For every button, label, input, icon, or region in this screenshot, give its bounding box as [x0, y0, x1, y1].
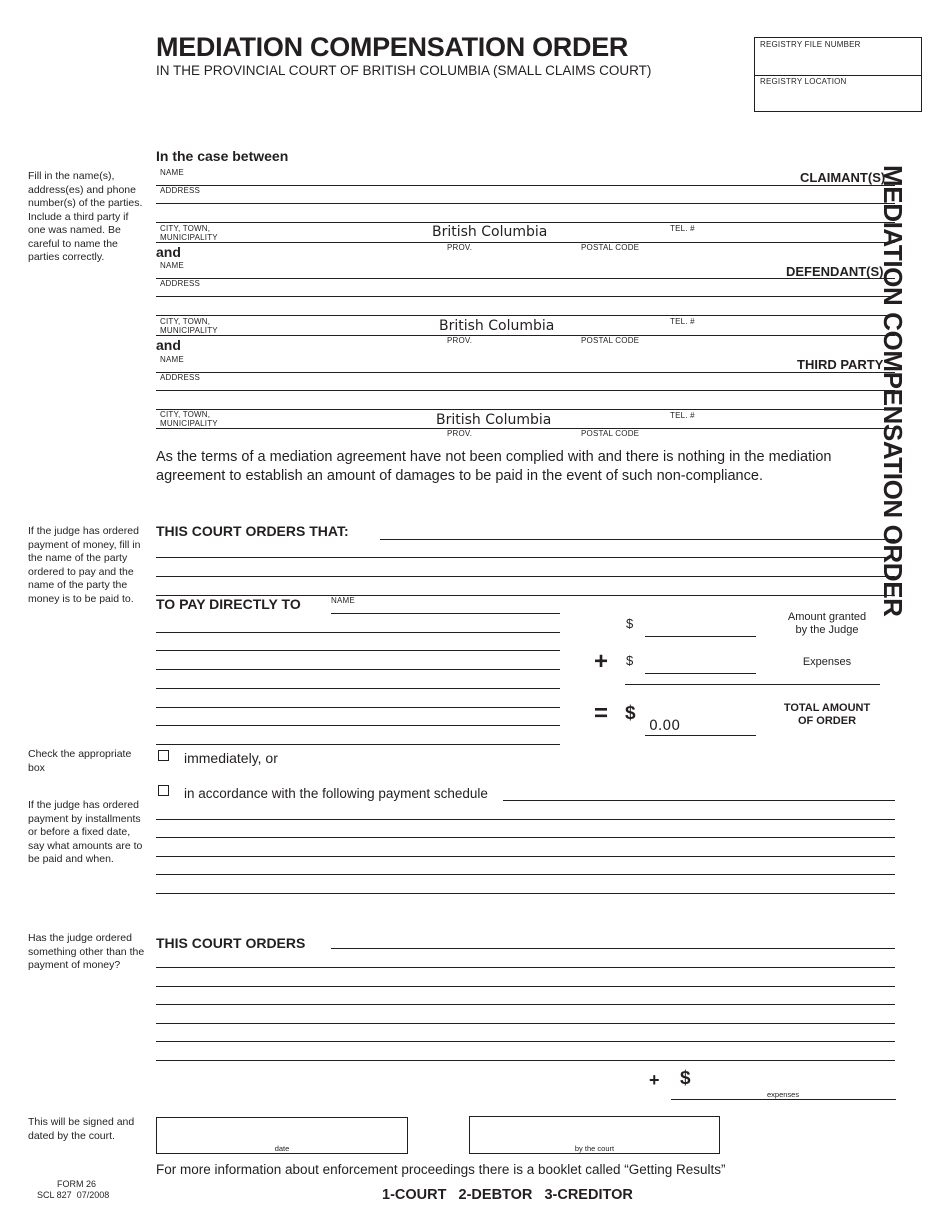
total-amount-field — [645, 735, 756, 736]
party-address-label: ADDRESS — [160, 279, 201, 288]
claimant-name-field[interactable] — [156, 185, 895, 186]
pay-to-line[interactable] — [156, 632, 560, 633]
plus-sign: + — [594, 648, 609, 675]
instruction-signed: This will be signed and dated by the court. — [28, 1116, 135, 1142]
amount-granted-label: Amount granted by the Judge — [787, 611, 867, 636]
connector-and: and — [156, 244, 181, 260]
pay-to-name-label: NAME — [331, 596, 355, 605]
instruction-payment: If the judge has ordered payment of money, fill in the name of the party ordered to pay and the name of the party the money is to be paid to. — [28, 525, 141, 605]
party-municipality-label: MUNICIPALITY — [160, 326, 218, 335]
defendant-province-value[interactable]: British Columbia — [439, 318, 555, 334]
bottom-expenses-field[interactable] — [671, 1099, 896, 1100]
pay-to-name-field[interactable] — [331, 613, 560, 614]
party-name-label: NAME — [160, 168, 184, 177]
party-city-label: CITY, TOWN, — [160, 317, 211, 326]
orders-line[interactable] — [156, 557, 895, 558]
party-tel-label: TEL. # — [670, 411, 695, 420]
party-prov-label: PROV. — [447, 429, 473, 438]
party-city-label: CITY, TOWN, — [160, 224, 211, 233]
schedule-checkbox[interactable] — [158, 785, 169, 796]
form-subtitle: IN THE PROVINCIAL COURT OF BRITISH COLUMBIA (SMALL CLAIMS COURT) — [156, 63, 652, 78]
orders-heading: THIS COURT ORDERS THAT: — [156, 523, 349, 539]
dollar-sign: $ — [680, 1068, 691, 1089]
party-role-defendant: DEFENDANT(S) — [786, 264, 884, 279]
instruction-installments: If the judge has ordered payment by installments or before a fixed date, say what amounts are to be paid and when. — [28, 799, 143, 865]
schedule-label: in accordance with the following payment schedule — [184, 786, 488, 801]
form-code: SCL 827 07/2008 — [37, 1190, 110, 1200]
orders-line[interactable] — [156, 576, 895, 577]
defendant-address-field[interactable] — [156, 296, 895, 297]
form-number: FORM 26 — [57, 1179, 97, 1189]
case-heading: In the case between — [156, 148, 289, 164]
party-postal-label: POSTAL CODE — [581, 429, 640, 438]
other-orders-heading: THIS COURT ORDERS — [156, 935, 306, 951]
party-city-label: CITY, TOWN, — [160, 410, 211, 419]
party-address-label: ADDRESS — [160, 186, 201, 195]
party-tel-label: TEL. # — [670, 224, 695, 233]
immediately-label: immediately, or — [184, 750, 278, 766]
expenses-field[interactable] — [645, 673, 756, 674]
instruction-parties: Fill in the name(s), address(es) and phone number(s) of the parties. Include a third party if one was named. Be careful to name the parties correctly. — [28, 170, 143, 263]
amount-granted-field[interactable] — [645, 636, 756, 637]
orders-line[interactable] — [380, 539, 895, 540]
other-orders-line[interactable] — [156, 967, 895, 968]
party-name-label: NAME — [160, 261, 184, 270]
third-party-address-field[interactable] — [156, 390, 895, 391]
pay-to-line[interactable] — [156, 725, 560, 726]
schedule-line[interactable] — [156, 874, 895, 875]
claimant-address-field[interactable] — [156, 203, 895, 204]
schedule-line[interactable] — [503, 800, 895, 801]
pay-to-heading: TO PAY DIRECTLY TO — [156, 596, 301, 612]
other-orders-line[interactable] — [156, 1041, 895, 1042]
third-party-name-field[interactable] — [156, 372, 895, 373]
pay-to-line[interactable] — [156, 669, 560, 670]
total-amount-label: TOTAL AMOUNT OF ORDER — [783, 702, 871, 727]
schedule-line[interactable] — [156, 856, 895, 857]
other-orders-line[interactable] — [156, 1004, 895, 1005]
copy-distribution: 1-COURT 2-DEBTOR 3-CREDITOR — [382, 1187, 633, 1203]
claimant-province-value[interactable]: British Columbia — [432, 224, 548, 240]
party-tel-label: TEL. # — [670, 317, 695, 326]
plus-sign: + — [649, 1070, 660, 1090]
equals-sign: = — [594, 700, 609, 727]
immediately-checkbox[interactable] — [158, 750, 169, 761]
dollar-sign: $ — [626, 616, 634, 631]
dollar-sign: $ — [625, 703, 636, 724]
other-orders-line[interactable] — [156, 1060, 895, 1061]
third-party-province-value[interactable]: British Columbia — [436, 412, 552, 428]
pay-to-line[interactable] — [156, 688, 560, 689]
total-amount-value[interactable]: 0.00 — [649, 718, 681, 734]
party-municipality-label: MUNICIPALITY — [160, 233, 218, 242]
footer-info: For more information about enforcement proceedings there is a booklet called “Getting Results” — [156, 1162, 726, 1177]
defendant-name-field[interactable] — [156, 278, 895, 279]
party-postal-label: POSTAL CODE — [581, 336, 640, 345]
party-municipality-label: MUNICIPALITY — [160, 419, 218, 428]
pay-to-line[interactable] — [156, 707, 560, 708]
party-role-claimant: CLAIMANT(S) — [800, 170, 886, 185]
expenses-label: Expenses — [802, 656, 852, 668]
schedule-line[interactable] — [156, 893, 895, 894]
other-orders-line[interactable] — [156, 986, 895, 987]
registry-file-number-label: REGISTRY FILE NUMBER — [760, 40, 861, 49]
schedule-line[interactable] — [156, 837, 895, 838]
registry-location-label: REGISTRY LOCATION — [760, 77, 847, 86]
party-address-label: ADDRESS — [160, 373, 201, 382]
pay-to-line[interactable] — [156, 744, 560, 745]
form-title: MEDIATION COMPENSATION ORDER — [156, 32, 629, 62]
connector-and: and — [156, 337, 181, 353]
party-prov-label: PROV. — [447, 336, 473, 345]
other-orders-line[interactable] — [331, 948, 895, 949]
sum-divider — [625, 684, 880, 685]
schedule-line[interactable] — [156, 819, 895, 820]
dollar-sign: $ — [626, 653, 634, 668]
party-prov-label: PROV. — [447, 243, 473, 252]
registry-location-field[interactable] — [756, 89, 920, 111]
court-signature-label: by the court — [574, 1144, 615, 1153]
party-name-label: NAME — [160, 355, 184, 364]
instruction-other-order: Has the judge ordered something other than the payment of money? — [28, 932, 145, 971]
registry-file-number-field[interactable] — [756, 52, 920, 74]
party-postal-label: POSTAL CODE — [581, 243, 640, 252]
instruction-check-box: Check the appropriate box — [28, 748, 132, 774]
side-title: MEDIATION COMPENSATION ORDER — [878, 165, 908, 617]
pay-to-line[interactable] — [156, 650, 560, 651]
date-label: date — [274, 1144, 290, 1153]
other-orders-line[interactable] — [156, 1023, 895, 1024]
bottom-expenses-label: expenses — [767, 1090, 800, 1099]
preamble-text: As the terms of a mediation agreement have not been complied with and there is nothing in the mediation agreement to establish an amount of damages to be paid in the event of such non-compliance. — [156, 449, 832, 484]
party-role-third-party: THIRD PARTY — [797, 357, 884, 372]
